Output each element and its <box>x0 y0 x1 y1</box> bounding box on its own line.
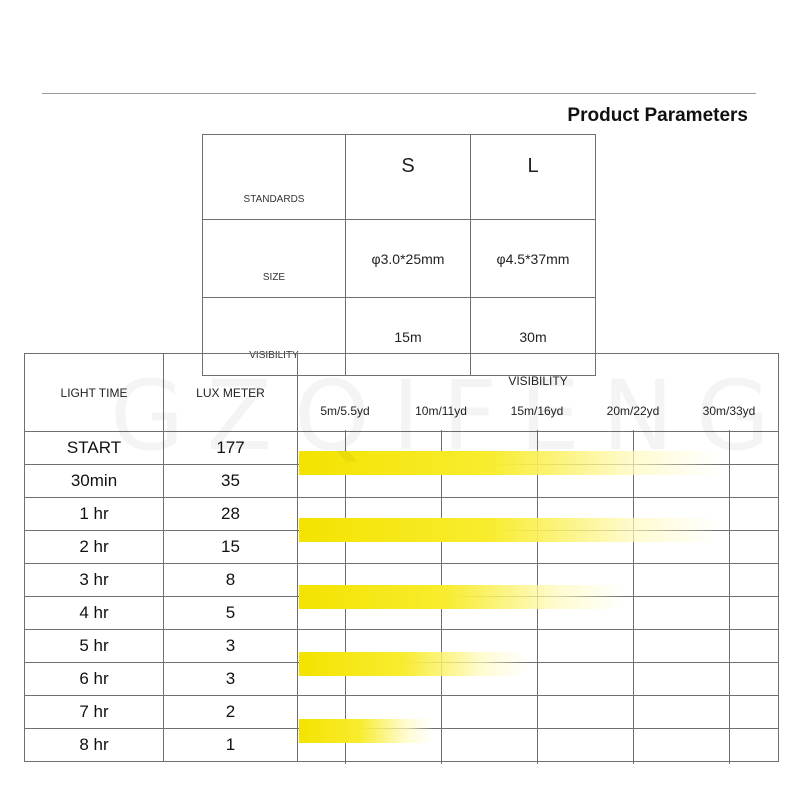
table-row <box>25 432 779 465</box>
light-time-cell: 8 hr <box>25 729 164 762</box>
header-lux-meter: LUX METER <box>164 354 298 432</box>
page-title: Product Parameters <box>567 105 748 126</box>
visibility-cell <box>298 498 779 531</box>
lux-cell: 3 <box>164 663 298 696</box>
table-row <box>25 498 779 531</box>
top-divider <box>42 93 756 94</box>
visibility-cell <box>298 630 779 663</box>
visibility-cell <box>298 663 779 696</box>
params-value-l: φ4.5*37mm <box>471 220 596 298</box>
visibility-cell <box>298 729 779 762</box>
visibility-tick: 20m/22yd <box>606 404 660 418</box>
table-row <box>25 663 779 696</box>
visibility-cell <box>298 432 779 465</box>
lux-cell: 1 <box>164 729 298 762</box>
visibility-tick: 10m/11yd <box>415 404 467 418</box>
params-label: STANDARDS <box>203 135 346 220</box>
table-row <box>25 729 779 762</box>
visibility-tick: 5m/5.5yd <box>320 404 370 418</box>
header-visibility <box>298 354 779 432</box>
visibility-cell <box>298 465 779 498</box>
light-time-cell: 3 hr <box>25 564 164 597</box>
visibility-cell <box>298 564 779 597</box>
light-time-cell: 30min <box>25 465 164 498</box>
light-time-cell: START <box>25 432 164 465</box>
table-row <box>25 531 779 564</box>
params-label: VISIBILITY <box>203 298 346 376</box>
light-time-cell: 1 hr <box>25 498 164 531</box>
table-row <box>25 597 779 630</box>
params-value-s: 15m <box>346 298 471 376</box>
light-time-cell: 4 hr <box>25 597 164 630</box>
visibility-cell <box>298 531 779 564</box>
table-row <box>25 564 779 597</box>
params-row-size <box>203 220 596 298</box>
lighting-header-row <box>25 354 779 432</box>
lux-cell: 15 <box>164 531 298 564</box>
lux-cell: 3 <box>164 630 298 663</box>
header-light-time: LIGHT TIME <box>25 354 164 432</box>
lux-cell: 177 <box>164 432 298 465</box>
visibility-tick: 15m/16yd <box>510 404 564 418</box>
visibility-cell <box>298 597 779 630</box>
light-time-cell: 2 hr <box>25 531 164 564</box>
lux-cell: 2 <box>164 696 298 729</box>
light-time-cell: 5 hr <box>25 630 164 663</box>
lux-cell: 28 <box>164 498 298 531</box>
params-row-standards <box>203 135 596 220</box>
product-parameters-table <box>202 134 596 376</box>
params-value-s: φ3.0*25mm <box>346 220 471 298</box>
params-value-s: S <box>346 135 471 220</box>
lighting-table <box>24 353 779 762</box>
params-label: SIZE <box>203 220 346 298</box>
visibility-title: VISIBILITY <box>508 374 568 388</box>
light-time-cell: 6 hr <box>25 663 164 696</box>
lux-cell: 5 <box>164 597 298 630</box>
light-time-cell: 7 hr <box>25 696 164 729</box>
visibility-tick: 30m/33yd <box>702 404 756 418</box>
lux-cell: 8 <box>164 564 298 597</box>
params-value-l: L <box>471 135 596 220</box>
table-row <box>25 696 779 729</box>
lux-cell: 35 <box>164 465 298 498</box>
visibility-cell <box>298 696 779 729</box>
table-row <box>25 630 779 663</box>
params-value-l: 30m <box>471 298 596 376</box>
table-row <box>25 465 779 498</box>
